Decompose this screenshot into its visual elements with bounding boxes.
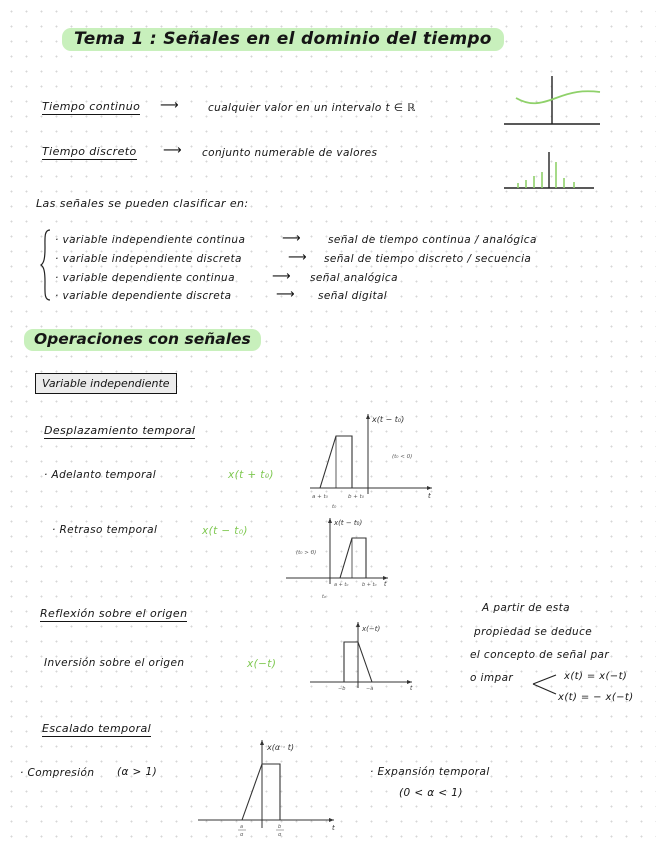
tick-label: b + t₀ (362, 582, 377, 588)
note-line: o impar (470, 672, 514, 684)
tick-label: b + t₀ (348, 494, 364, 500)
axis-label: t (332, 824, 335, 832)
tick-label: −b (338, 686, 346, 692)
discrete-time-label: Tiempo discreto (42, 145, 137, 158)
even-formula: x(t) = x(−t) (564, 671, 628, 682)
class-result: señal de tiempo continua / analógica (328, 234, 537, 246)
odd-formula: x(t) = − x(−t) (558, 692, 634, 703)
compression-condition: (α > 1) (117, 766, 158, 778)
reflection-heading: Reflexión sobre el origen (40, 607, 188, 620)
continuous-time-description: cualquier valor en un intervalo t ∈ ℝ (208, 102, 416, 114)
branch-icon (530, 672, 560, 698)
delay-signal (340, 538, 366, 578)
note-line: el concepto de señal par (470, 649, 610, 661)
axis-label: t (384, 581, 387, 588)
arrow-icon: ⟶ (272, 269, 292, 284)
axis-label: t (428, 492, 431, 500)
note-line: propiedad se deduce (474, 626, 593, 638)
compression-label: · Compresión (20, 767, 95, 779)
class-result: señal analógica (310, 272, 398, 284)
arrow-icon: ⟶ (288, 250, 308, 265)
class-item: · variable dependiente discreta (55, 290, 232, 302)
arrow-icon: ⟶ (160, 98, 180, 113)
compressed-signal (242, 764, 280, 820)
scaling-heading: Escalado temporal (42, 722, 152, 735)
class-item: · variable independiente discreta (55, 253, 242, 265)
shift-heading: Desplazamiento temporal (44, 424, 196, 437)
brace-icon (40, 228, 52, 302)
class-result: señal de tiempo discreto / secuencia (324, 253, 532, 265)
graph-condition: (t₀ > 0) (296, 550, 317, 556)
class-item: · variable dependiente continua (55, 272, 235, 284)
inversion-label: Inversión sobre el origen (44, 657, 185, 669)
class-result: señal digital (318, 290, 388, 302)
continuous-signal-sketch (500, 72, 604, 128)
arrow-icon: ⟶ (163, 143, 183, 158)
graph-ylabel: x(α · t) (267, 743, 295, 752)
tick-label: a + t₀ (312, 494, 328, 500)
independent-variable-box: Variable independiente (35, 373, 177, 394)
graph-ylabel: x(t − t₀) (372, 415, 405, 424)
inversion-formula: x(−t) (247, 658, 277, 670)
tick-label: α (278, 832, 282, 838)
arrow-icon: ⟶ (276, 287, 296, 302)
axis-label: t (410, 685, 413, 692)
delay-formula: x(t − t₀) (202, 525, 248, 537)
tick-label: b (278, 824, 282, 830)
class-item: · variable independiente continua (55, 234, 246, 246)
advance-graph (300, 410, 440, 510)
delay-graph (282, 514, 394, 602)
graph-ylabel: x(−t) (362, 625, 381, 633)
classification-intro: Las señales se pueden clasificar en: (36, 197, 249, 210)
graph-condition: (t₀ < 0) (392, 454, 413, 460)
operations-heading: Operaciones con señales (24, 329, 261, 351)
tick-label: −a (366, 686, 374, 692)
graph-ylabel: x(t − t₀) (334, 519, 363, 527)
continuous-curve (516, 91, 600, 103)
expansion-condition: (0 < α < 1) (399, 787, 463, 799)
discrete-signal-sketch (500, 148, 600, 192)
arrow-icon: ⟶ (282, 231, 302, 246)
page-title: Tema 1 : Señales en el dominio del tiempo (62, 28, 504, 51)
tick-label: a + t₀ (334, 582, 349, 588)
discrete-time-description: conjunto numerable de valores (202, 147, 378, 159)
tick-label: α (240, 832, 244, 838)
continuous-time-label: Tiempo continuo (42, 100, 141, 113)
reflection-graph (306, 618, 418, 698)
tick-label: a (240, 824, 244, 830)
delay-label: · Retraso temporal (52, 524, 158, 536)
tick-label: t₀ (322, 594, 326, 600)
tick-label: t₀ (332, 504, 337, 510)
advance-formula: x(t + t₀) (228, 469, 274, 481)
expansion-label: · Expansión temporal (370, 766, 490, 778)
advance-label: · Adelanto temporal (44, 469, 157, 481)
note-line: A partir de esta (482, 602, 570, 614)
discrete-samples (518, 162, 574, 188)
scaling-graph (194, 734, 344, 842)
